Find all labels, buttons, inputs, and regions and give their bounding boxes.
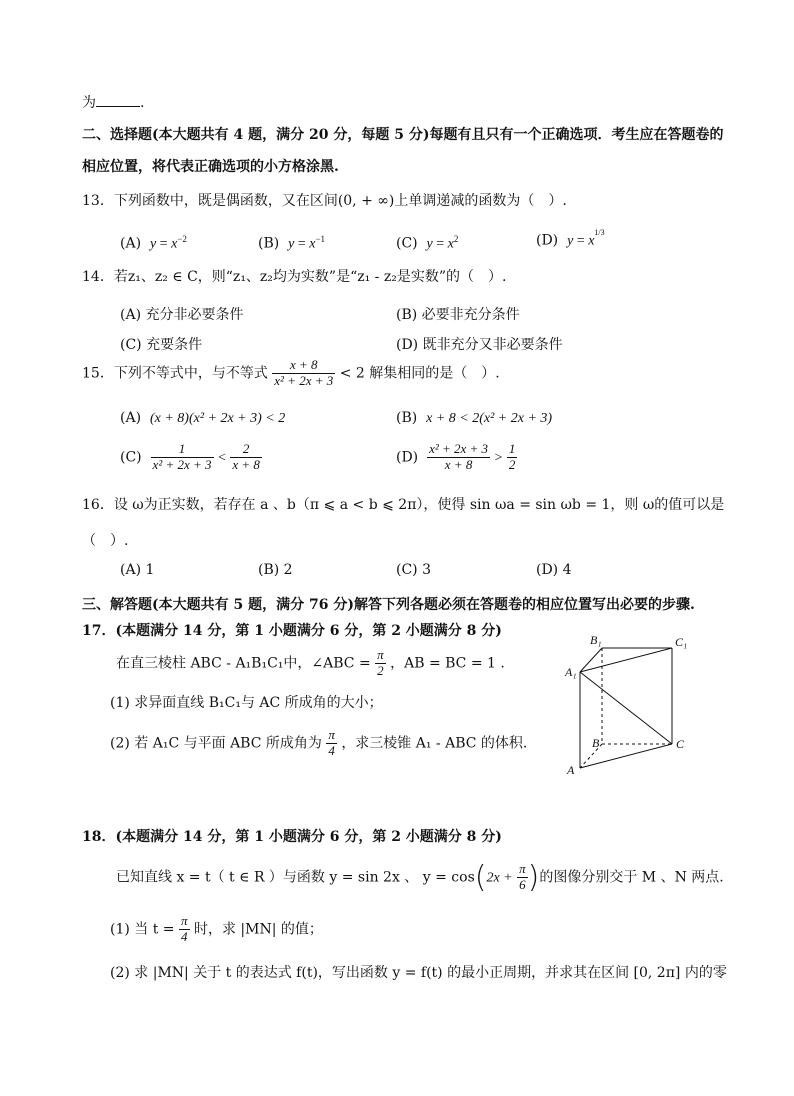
q17-line1	[116, 648, 505, 679]
q13-c-label: (C)	[396, 235, 418, 252]
edge-a1c1	[580, 648, 672, 672]
q17-part2	[110, 728, 527, 759]
q15-d-frac1	[427, 442, 490, 473]
label-a1: A₁	[565, 665, 577, 679]
q13-a-label: (A)	[120, 235, 142, 252]
q13-a-expr: y	[149, 236, 157, 252]
q14-option-c: (C) 充要条件	[120, 337, 203, 353]
q16-option-c: (C) 3	[396, 562, 431, 578]
q15-stem-post: < 2 解集相同的是（ ）.	[339, 365, 500, 382]
q14-option-b: (B) 必要非充分条件	[396, 307, 520, 323]
q15-option-a	[120, 410, 285, 427]
edge-b1a1	[580, 648, 602, 672]
q16-option-a: (A) 1	[120, 562, 155, 578]
section3-heading: 三、解答题(本大题共有 5 题，满分 76 分)解答下列各题必须在答题卷的相应位置写出必要的步骤.	[82, 597, 695, 613]
q18-p1-frac	[179, 914, 190, 945]
answer-blank	[96, 94, 140, 107]
q18-part2: (2) 求 |MN| 关于 t 的表达式 f(t)，写出函数 y = f(t) 的最小正周期，并求其在区间 [0, 2π] 内的零	[110, 965, 727, 981]
q18-line1	[116, 860, 724, 895]
q15-d-label: (D)	[396, 449, 419, 466]
q16-stem: 16．设 ω为正实数，若存在 a 、b（π ⩽ a < b ⩽ 2π），使得 sin ωa = sin ωb = 1，则 ω的值可以是	[82, 497, 725, 513]
q17-line1-text: 在直三棱柱 ABC - A₁B₁C₁中，∠ABC =	[116, 655, 371, 672]
q17-p2-frac	[326, 728, 337, 759]
q13-option-b: (B) $y = x^{-1}$	[258, 234, 326, 252]
q17-frac-num: π	[377, 647, 384, 662]
q18-p1-den: 4	[181, 928, 188, 944]
q15-a-label: (A)	[120, 410, 142, 426]
q15-d-num2: 1	[508, 441, 516, 456]
q16-option-b: (B) 2	[258, 562, 293, 578]
q13-option-a: (A) $y = x^{-2}$	[120, 234, 187, 252]
q15-frac-num: x + 8	[272, 358, 335, 374]
q18-part1	[110, 914, 323, 945]
label-c: C	[676, 737, 685, 751]
q17-p2-post: ，求三棱锥 A₁ - ABC 的体积.	[341, 735, 528, 752]
q14-stem-pre: 14．若	[82, 269, 128, 285]
q15-c-label: (C)	[120, 449, 142, 466]
q15-d-frac2	[507, 442, 518, 473]
q15-d-den1: x + 8	[444, 456, 473, 472]
q18-frac	[517, 862, 528, 893]
q15-c-den2: x + 8	[232, 456, 260, 472]
q18-frac-num: π	[519, 861, 526, 877]
q17-frac	[375, 648, 386, 679]
top-end: .	[140, 95, 145, 111]
q15-c-frac1	[151, 442, 214, 473]
q18-line1-pre: 已知直线 x = t（ t ∈ R ）与函数 y = sin 2x 、 y = cos	[116, 869, 475, 886]
q15-fraction	[272, 358, 335, 389]
section2-heading: 二、选择题(本大题共有 4 题，满分 20 分，每题 5 分)每题有且只有一个正确选项．考生应在答题卷的	[82, 127, 724, 143]
q15-option-b	[396, 410, 552, 427]
q15-c-num2: 2	[230, 442, 262, 458]
q15-a-expr: (x + 8)(x² + 2x + 3) < 2	[149, 411, 286, 426]
edge-a1c	[580, 672, 672, 744]
right-paren: )	[527, 860, 540, 895]
q13-b-label: (B)	[258, 235, 280, 252]
q13-option-d: (D) $y = x^{1/3}$	[536, 228, 605, 249]
q17-part1: (1) 求异面直线 B₁C₁与 AC 所成角的大小；	[110, 695, 383, 711]
q16-option-d: (D) 4	[536, 562, 572, 578]
q15-frac-den: x² + 2x + 3	[274, 372, 334, 388]
q15-b-expr: x + 8 < 2(x² + 2x + 3)	[426, 411, 553, 426]
q17-title: 17．(本题满分 14 分，第 1 小题满分 6 分，第 2 小题满分 8 分)	[82, 623, 502, 639]
q18-frac-den: 6	[519, 877, 526, 892]
q18-p1-post: 时，求 |MN| 的值；	[193, 921, 323, 938]
q18-p1-num: π	[181, 913, 188, 928]
q15-c-lt: <	[217, 450, 226, 466]
q15-stem-pre: 15．下列不等式中，与不等式	[82, 365, 268, 382]
label-a: A	[567, 763, 575, 777]
q13-d-label: (D)	[536, 232, 559, 249]
left-paren: (	[474, 860, 487, 895]
q18-line1-post: 的图像分别交于 M 、N 两点.	[539, 869, 724, 886]
q15-d-num1: x² + 2x + 3	[429, 441, 489, 456]
q17-p2-pre: (2) 若 A₁C 与平面 ABC 所成角为	[110, 735, 322, 752]
q15-option-c	[120, 442, 262, 473]
q15-d-gt: >	[494, 450, 503, 466]
q13-stem: 13．下列函数中，既是偶函数，又在区间(0, + ∞)上单调递减的函数为（ ）.	[82, 193, 567, 209]
q17-frac-den: 2	[377, 662, 384, 678]
q13-option-c: (C) $y = x^2$	[396, 234, 459, 252]
q15-c-num1: 1	[151, 442, 214, 458]
label-b: B	[592, 736, 600, 750]
q14-option-a: (A) 充分非必要条件	[120, 307, 244, 323]
q18-paren-inner: 2x +	[486, 870, 513, 886]
top-line	[82, 92, 144, 112]
q17-line1-post: ，AB = BC = 1 .	[390, 655, 505, 672]
q15-c-frac2	[230, 442, 262, 473]
q15-b-label: (B)	[396, 410, 418, 426]
q17-p2-num: π	[328, 727, 335, 742]
prism-figure	[558, 628, 698, 778]
section2-heading-cont: 相应位置，将代表正确选项的小方格涂黑.	[82, 159, 339, 175]
q17-p2-den: 4	[328, 742, 335, 758]
q14-option-d: (D) 既非充分又非必要条件	[396, 337, 563, 353]
top-text: 为	[82, 95, 96, 111]
q15-c-den1: x² + 2x + 3	[152, 456, 212, 472]
q18-p1-pre: (1) 当 t =	[110, 921, 175, 938]
label-b1: B₁	[590, 633, 602, 647]
q16-stem-cont: （ ）.	[82, 533, 129, 549]
q18-title: 18．(本题满分 14 分，第 1 小题满分 6 分，第 2 小题满分 8 分)	[82, 829, 502, 845]
q14-stem	[82, 266, 506, 286]
q15-d-den2: 2	[508, 456, 516, 472]
q15-stem	[82, 358, 500, 389]
q14-stem-mid: z₁、z₂ ∈ C，则“z₁、z₂均为实数”是“z₁ - z₂是实数”的（ ）.	[127, 269, 507, 285]
label-c1: C₁	[675, 635, 688, 649]
q15-option-d	[396, 442, 517, 473]
